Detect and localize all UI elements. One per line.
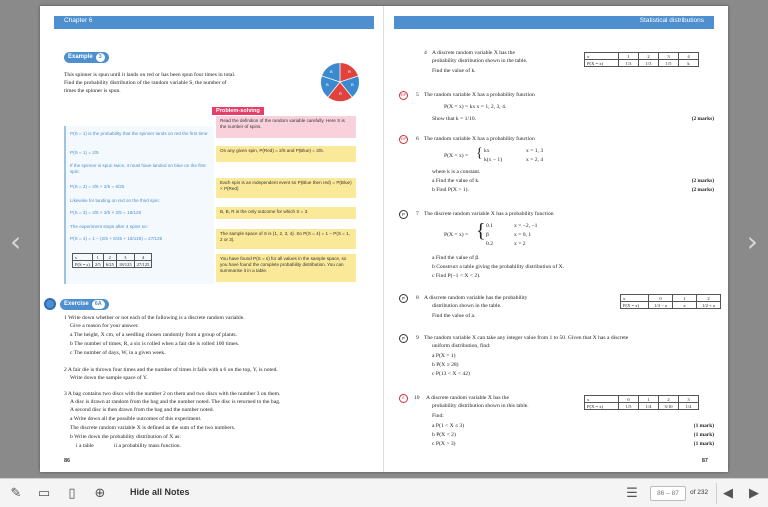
table-header-cell: 1 [619,53,639,60]
chapter-header: Chapter 6 [64,17,93,24]
example-number: 3 [96,53,105,62]
table-cell: 1/2 + a [697,302,721,309]
example-label: Example [68,54,93,60]
working-line-6: P(S = 3) = 3/5 × 3/5 × 2/5 = 18/125 [70,210,142,215]
q10-part-b: b P(X < 2) [432,432,456,438]
exercise-q1: 1 Write down whether or not each of the following is a discrete random variable. [64,315,245,321]
exam-problem-icon: E/P [399,135,408,144]
table-cell: k [679,60,699,67]
q9-part-a: a P(X = 1) [432,353,456,359]
exercise-q3: 3 A bag contains two discs with the number 2 on them and two discs with the number 3 on them. [64,391,281,397]
note-icon[interactable]: ▭ [37,486,51,501]
table-header-cell: 1 [92,254,103,261]
brace-icon: { [476,146,483,161]
exam-problem-icon: E/P [399,91,408,100]
q6-case-1-cond: x = 1, 3 [526,148,544,154]
back-icon[interactable]: ◀ [723,486,733,501]
q4-number: 4 [424,50,427,56]
q7-case-1: 0.1 [486,223,493,229]
right-page-number: 87 [701,458,708,464]
q7-part-a: a Find the value of β. [432,255,480,261]
forward-icon[interactable]: ▶ [749,486,759,501]
exercise-q1c: c The number of days, W, in a given week. [70,350,166,356]
q6-number: 6 [416,136,419,142]
example-text-2: Find the probability distribution of the random variable S, the number of [64,80,227,86]
table-cell: P(X = x) [621,302,649,309]
page-icon[interactable]: ▯ [68,486,76,501]
exercise-q2b: Write down the sample space of Y. [70,375,148,381]
exercise-q3-line2: A disc is drawn at random from the bag and the number noted. The disc is returned to the bag. [70,399,281,405]
q7-case-3: 0.2 [486,241,493,247]
q5-line-2: P(X = x) = kx x = 1, 2, 3, 4. [444,104,507,110]
toolbar-divider [716,483,717,504]
spinner-label: B [351,82,354,87]
table-cell: 1/4 [679,403,699,410]
left-header-band [54,16,374,29]
q9-part-b: b P(X ≥ 28) [432,362,459,368]
q4-line-1: A discrete random variable X has the [432,50,515,56]
note-box-4: The sample space of S is {1, 2, 3, 4}. So P(S = 4) = 1 − P(S = 1, 2 or 3). [216,229,356,249]
table-cell: a [673,302,697,309]
right-page [384,6,728,472]
table-cell: P(X = x) [585,403,619,410]
q9-part-c: c P(13 < X < 42) [432,371,470,377]
note-box-5: You have found P(S = s) for all values in the sample space, so you have found the complete probability distribution. You can summarise it in a table. [216,254,356,282]
working-line-5: Likewise for landing on red on the third spin: [70,198,160,203]
note-box-3: B, B, R is the only outcome for which S = 3. [216,207,356,219]
table-cell: 1/3 [639,60,659,67]
table-cell: 1/4 [639,403,659,410]
q6-lhs: P(X = x) = [444,153,469,159]
bottom-toolbar [0,478,768,507]
example-distribution-table [72,253,152,268]
table-header-cell: 2 [697,295,721,302]
q9-line-1: The random variable X can take any integer value from 1 to 50. Given that X has a discrete [424,335,629,341]
example-text-1: This spinner is spun until it lands on red or has been spun four times in total. [64,72,236,78]
q7-line-1: The discrete random variable X has a probability function [424,211,554,217]
q7-cond-2: x = 0, 1 [514,232,532,238]
q7-lhs: P(X = x) = [444,232,469,238]
problem-solving-text: Read the definition of the random variable carefully. Here S is the number of spins. [216,116,356,138]
q9-line-2: uniform distribution, find: [432,343,491,349]
q5-number: 5 [416,92,419,98]
q10-number: 10 [414,395,420,401]
table-cell: 1/3 [619,60,639,67]
table-header-cell: x [585,396,619,403]
problem-solving-icon: P [399,210,408,219]
example-badge [64,52,109,63]
table-cell: P(X = x) [585,60,619,67]
spinner-label: B [330,69,333,74]
table-cell: 2/5 [92,261,103,268]
q10-line-3: Find: [432,413,444,419]
table-header-cell: 1 [673,295,697,302]
spinner-label: R [339,91,342,96]
q7-part-b: b Construct a table giving the probability distribution of X. [432,264,565,270]
exercise-q1-reason: Give a reason for your answer. [70,323,139,329]
table-cell: 1/5 [659,60,679,67]
q8-number: 8 [416,295,419,301]
spinner-label: B [326,82,329,87]
q7-number: 7 [416,211,419,217]
prev-page-arrow-icon[interactable]: ‹ [10,225,22,258]
list-icon[interactable]: ☰ [626,486,638,501]
table-cell: 6/25 [103,261,116,268]
q10-marks-c: (1 mark) [693,441,714,447]
table-header-cell: 2 [659,396,679,403]
table-header-cell: x [585,53,619,60]
exercise-q1a: a The height, X cm, of a seedling chosen randomly from a group of plants. [70,332,237,338]
q4-line-3: Find the value of k. [432,68,476,74]
working-line-8: P(S = 4) = 1 − (2/5 + 6/25 + 18/125) = 27/125 [70,236,163,241]
example-text-3: times the spinner is spun. [64,88,121,94]
q8-table [620,294,721,309]
exercise-label: Exercise [64,301,89,307]
q6-line-4: where k is a constant. [432,169,481,175]
table-cell: 18/125 [116,261,134,268]
q10-table [584,395,699,410]
table-header-cell: 0 [619,396,639,403]
q10-part-a: a P(1 < X ≤ 3) [432,423,465,429]
q6-part-b: b Find P(X > 1). [432,187,469,193]
q7-cond-1: x = −2, −1 [514,223,538,229]
q4-line-2: probability distribution shown in the table. [432,58,528,64]
q10-part-c: c P(X > 3) [432,441,456,447]
table-header-cell: x [621,295,649,302]
page-count-label: of 232 [690,489,709,496]
q10-marks-a: (1 mark) [693,423,714,429]
q5-line-1: The random variable X has a probability function [424,92,535,98]
pencil-icon[interactable]: ✎ [10,486,22,501]
table-header-cell: s [73,254,93,261]
exam-icon: E [399,394,408,403]
exercise-q3-defn: The discrete random variable X is defined as the sum of the two numbers. [70,425,236,431]
working-line-4: P(S = 2) = 3/5 × 2/5 = 6/25 [70,184,125,189]
q6-case-1: kx [484,148,490,154]
q10-line-2: probability distribution shown in this table. [432,403,529,409]
section-header: Statistical distributions [639,17,704,24]
q10-marks-b: (1 mark) [693,432,714,438]
q6-line-1: The random variable X has a probability function [424,136,535,142]
zoom-icon[interactable]: ⊕ [94,486,106,501]
q6-part-a: a Find the value of k. [432,178,480,184]
table-header-cell: 4 [679,53,699,60]
hide-all-notes-button[interactable]: Hide all Notes [130,487,190,497]
table-header-cell: 1 [639,396,659,403]
table-header-cell: 0 [649,295,673,302]
q7-part-c: c Find P(−1 < X < 2). [432,273,481,279]
q6-marks-a: (2 marks) [691,178,714,184]
q6-case-2: k(x − 1) [484,157,503,163]
q4-table [584,52,699,67]
exercise-q1b: b The number of times, R, a six is rolled when a fair die is rolled 100 times. [70,341,240,347]
table-header-cell: 4 [134,254,152,261]
working-line-1: P(S = 1) is the probability that the spinner lands on red the first time: [70,131,209,136]
q5-line-3: Show that k = 1/10. [432,116,477,122]
q8-line-2: distribution shown in the table. [432,303,502,309]
table-header-cell: 3 [659,53,679,60]
table-cell: P(S = s) [73,261,93,268]
q5-marks: (2 marks) [691,116,714,122]
spinner-image [320,62,360,102]
q9-number: 9 [416,335,419,341]
next-page-arrow-icon[interactable]: › [746,225,758,258]
table-cell: 3/10 [659,403,679,410]
working-line-2: P(S = 1) = 2/5 [70,150,99,155]
table-cell: 1/5 [619,403,639,410]
exercise-q3-line3: A second disc is then drawn from the bag and the number noted. [70,407,215,413]
exercise-q3-ii: ii a probability mass function. [114,443,181,449]
q7-cond-3: x = 2 [514,241,526,247]
exercise-number: 6A [92,300,105,309]
exercise-q3b: b Write down the probability distribution of X as: [70,434,181,440]
table-header-cell: 2 [639,53,659,60]
exercise-badge [60,299,109,310]
table-header-cell: 3 [679,396,699,403]
left-page-number: 86 [64,458,71,464]
table-cell: 27/125 [134,261,152,268]
q10-line-1: A discrete random variable X has the [426,395,509,401]
working-line-7: The experiment stops after 4 spins so: [70,224,148,229]
exercise-q3-i: i a table [76,443,94,449]
table-cell: 1/4 − a [649,302,673,309]
problem-solving-icon: P [399,334,408,343]
table-header-cell: 3 [116,254,134,261]
problem-solving-icon: P [399,294,408,303]
exercise-q2: 2 A fair die is thrown four times and the number of times it falls with a 6 on the top, Y, is noted. [64,367,278,373]
exercise-q3a: a Write down all the possible outcomes of this experiment. [70,416,202,422]
note-box-1: On any given spin, P(Red) = 2/5 and P(Blue) = 3/5. [216,146,356,162]
brace-icon: { [476,220,486,242]
note-box-2: Each spin is an independent event so P(Blue then red) = P(Blue) × P(Red) [216,178,356,198]
q7-case-2: β [486,232,489,238]
table-header-cell: 2 [103,254,116,261]
q8-line-3: Find the value of a. [432,313,476,319]
q6-case-2-cond: x = 2, 4 [526,157,544,163]
q8-line-1: A discrete random variable has the probability [424,295,528,301]
left-page [40,6,384,472]
exercise-icon [44,298,56,310]
page-spread [40,6,728,472]
problem-solving-label: Problem-solving [212,107,264,115]
page-number-input[interactable]: 86 – 87 [650,486,686,501]
spinner-label: R [348,69,351,74]
q6-marks-b: (2 marks) [691,187,714,193]
working-line-3: If the spinner is spun twice, it must have landed on blue on the first spin: [70,163,206,174]
